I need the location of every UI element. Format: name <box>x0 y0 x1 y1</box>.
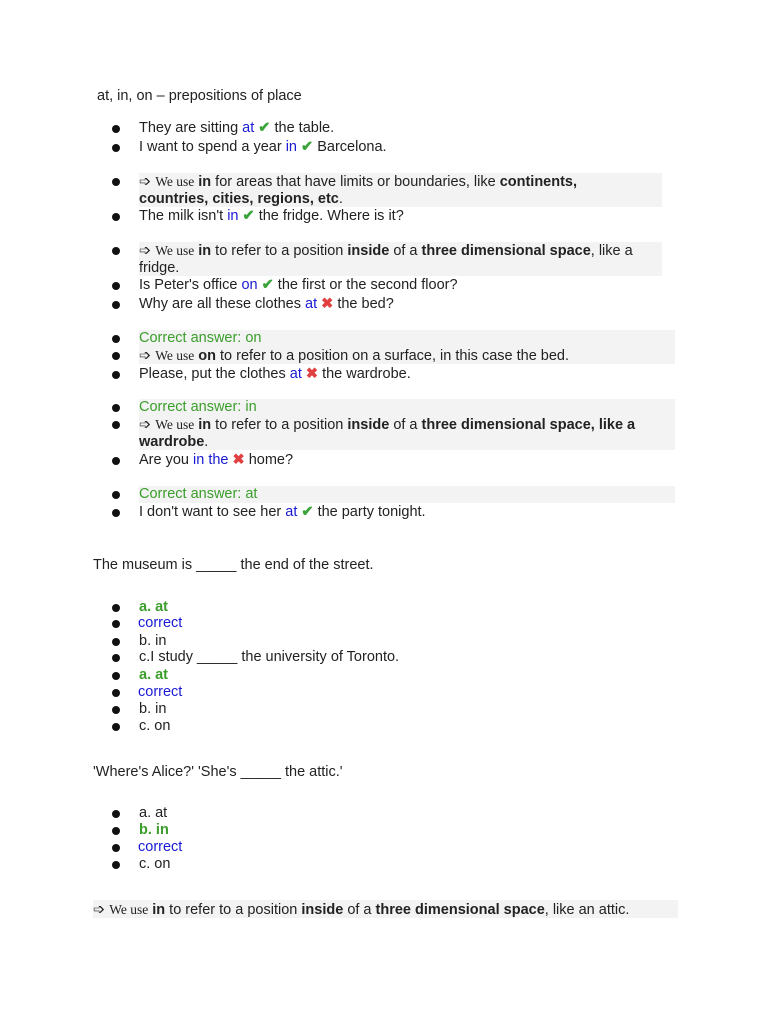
arrow-icon: ➩ <box>139 243 152 259</box>
arrow-icon: ➩ <box>139 417 152 433</box>
check-icon: ✔ <box>258 120 271 136</box>
arrow-icon: ➩ <box>93 902 106 918</box>
check-icon: ✔ <box>242 208 255 224</box>
check-icon: ✔ <box>261 277 274 293</box>
cross-icon: ✖ <box>321 296 334 312</box>
page-title: at, in, on – prepositions of place <box>97 88 302 104</box>
arrow-icon: ➩ <box>139 174 152 190</box>
final-explanation: ➩ We use in to refer to a position inside of a three dimensional space, like an attic. <box>93 902 630 918</box>
cross-icon: ✖ <box>305 366 319 382</box>
arrow-icon: ➩ <box>139 348 152 364</box>
check-icon: ✔ <box>301 504 314 520</box>
quiz-question: 'Where's Alice?' 'She's _____ the attic.' <box>93 764 343 780</box>
quiz-question: The museum is _____ the end of the street. <box>93 557 374 573</box>
cross-icon: ✖ <box>232 452 245 468</box>
check-icon: ✔ <box>301 139 314 155</box>
